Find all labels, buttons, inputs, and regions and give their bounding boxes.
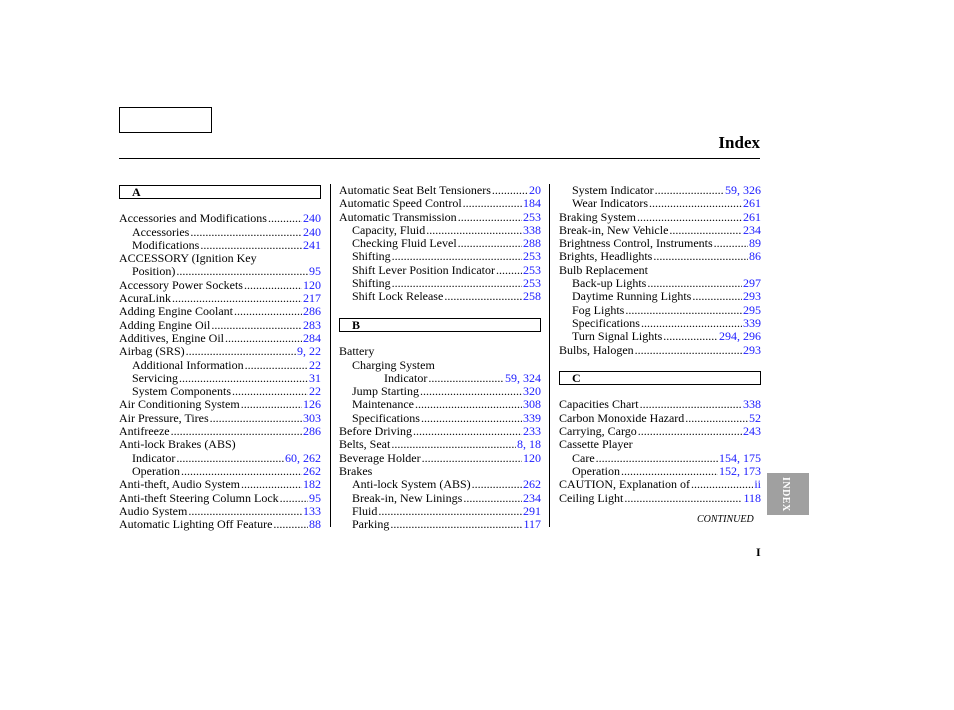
index-entry-term: Care <box>572 450 595 465</box>
page-reference-link[interactable]: 240 <box>303 211 321 226</box>
index-entry-term: Brakes <box>339 463 373 478</box>
page-reference-link[interactable]: 120 <box>303 277 321 292</box>
page-reference-link[interactable]: 293 <box>743 289 761 304</box>
dot-leader <box>669 224 742 237</box>
index-entry <box>119 492 321 505</box>
page-reference-link[interactable]: 31 <box>309 370 321 385</box>
index-entry <box>339 465 541 478</box>
dot-leader <box>176 265 308 278</box>
index-entry <box>559 250 761 263</box>
index-entry-term: Bulbs, Halogen <box>559 342 634 357</box>
index-entry <box>559 425 761 438</box>
page-reference-link[interactable]: 297 <box>743 276 761 291</box>
page-reference-link[interactable]: 303 <box>303 410 321 425</box>
dot-leader <box>641 317 742 330</box>
dot-leader <box>691 478 753 491</box>
index-entry-term: Break-in, New Vehicle <box>559 222 669 237</box>
index-entry <box>339 385 541 398</box>
index-entry-term: Anti-theft Steering Column Lock <box>119 490 279 505</box>
index-entry-term: Accessories <box>132 224 190 239</box>
dot-leader <box>211 319 302 332</box>
index-entry-term: Accessories and Modifications <box>119 211 267 226</box>
spacer <box>339 304 541 317</box>
dot-leader <box>188 505 302 518</box>
page-reference-link[interactable]: ii <box>754 477 761 492</box>
index-entry <box>339 478 541 491</box>
index-entry-term: Automatic Speed Control <box>339 196 462 211</box>
page-reference-link[interactable]: 339 <box>743 315 761 330</box>
page-reference-link[interactable]: 240 <box>303 224 321 239</box>
index-entry-term: Shifting <box>352 249 391 264</box>
dot-leader <box>625 304 742 317</box>
index-entry <box>119 505 321 518</box>
index-entry <box>119 239 321 252</box>
index-column-3 <box>559 184 761 505</box>
page-reference-link[interactable]: 262 <box>303 463 321 478</box>
spacer <box>559 357 761 370</box>
dot-leader <box>181 465 302 478</box>
index-entry-term: Checking Fluid Level <box>352 236 457 251</box>
index-entry-term: Maintenance <box>352 397 414 412</box>
index-entry <box>339 492 541 505</box>
dot-leader <box>210 412 302 425</box>
index-entry <box>559 197 761 210</box>
page-reference-link[interactable]: 22 <box>309 384 321 399</box>
index-entry <box>119 212 321 225</box>
index-entry-term: Air Pressure, Tires <box>119 410 209 425</box>
dot-leader <box>444 290 522 303</box>
page-reference-link[interactable]: 152, 173 <box>719 463 761 478</box>
index-entry <box>339 398 541 411</box>
index-entry <box>339 438 541 451</box>
continued-note: CONTINUED <box>697 514 754 525</box>
page-reference-link[interactable]: 22 <box>309 357 321 372</box>
index-entry-term: Back-up Lights <box>572 276 647 291</box>
index-entry-term: Cassette Player <box>559 437 633 452</box>
page-number: I <box>756 545 761 559</box>
index-entry-term: Jump Starting <box>352 384 420 399</box>
index-entry-term: Adding Engine Oil <box>119 317 211 332</box>
index-entry <box>559 438 761 451</box>
index-entry <box>559 224 761 237</box>
page-reference-link[interactable]: 8, 18 <box>517 437 541 452</box>
index-entry-term: Battery <box>339 344 375 359</box>
index-entry-term: Automatic Seat Belt Tensioners <box>339 183 491 197</box>
index-entry-term: Specifications <box>572 315 640 330</box>
index-entry-term: Antifreeze <box>119 424 170 439</box>
section-letter-header: A <box>119 185 321 199</box>
page-reference-link[interactable]: 339 <box>523 410 541 425</box>
index-entry-term: Air Conditioning System <box>119 397 240 412</box>
page-reference-link[interactable]: 184 <box>523 196 541 211</box>
section-letter-header: B <box>339 318 541 332</box>
index-entry-term: Brights, Headlights <box>559 249 653 264</box>
dot-leader <box>596 452 718 465</box>
index-entry-term: Automatic Transmission <box>339 209 457 224</box>
dot-leader <box>241 398 302 411</box>
index-entry <box>119 332 321 345</box>
index-entry <box>339 197 541 210</box>
dot-leader <box>420 385 522 398</box>
dot-leader <box>245 359 308 372</box>
page-reference-link[interactable]: 95 <box>309 264 321 279</box>
index-entry-term: Additional Information <box>132 357 244 372</box>
index-entry-term: Anti-theft, Audio System <box>119 477 240 492</box>
index-entry <box>559 211 761 224</box>
index-entry-term: Servicing <box>132 370 178 385</box>
page-reference-link[interactable]: 261 <box>743 196 761 211</box>
index-entry <box>339 505 541 518</box>
index-entry <box>339 425 541 438</box>
index-entry <box>119 319 321 332</box>
dot-leader <box>225 332 302 345</box>
blank-box <box>119 107 212 133</box>
section-letter-header: C <box>559 371 761 385</box>
dot-leader <box>463 197 522 210</box>
index-entry <box>559 465 761 478</box>
page-reference-link[interactable]: 286 <box>303 424 321 439</box>
dot-leader <box>663 330 718 343</box>
index-entry-term: Adding Engine Coolant <box>119 304 233 319</box>
index-entry-term: Indicator <box>132 450 176 465</box>
index-entry <box>119 518 321 531</box>
index-entry <box>559 412 761 425</box>
index-entry <box>119 372 321 385</box>
index-entry-term: Airbag (SRS) <box>119 344 185 359</box>
dot-leader <box>378 505 522 518</box>
page-reference-link[interactable]: 253 <box>523 276 541 291</box>
dot-leader <box>280 492 308 505</box>
index-entry-term: Shift Lock Release <box>352 289 444 304</box>
dot-leader <box>637 211 742 224</box>
index-entry <box>119 359 321 372</box>
dot-leader <box>244 279 302 292</box>
index-entry-term: Shift Lever Position Indicator <box>352 262 495 277</box>
page-reference-link[interactable]: 253 <box>523 209 541 224</box>
index-entry <box>339 277 541 290</box>
index-entry-term: Break-in, New Linings <box>352 490 463 505</box>
page-reference-link[interactable]: 59, 324 <box>505 370 541 385</box>
index-entry <box>339 224 541 237</box>
dot-leader <box>421 412 522 425</box>
dot-leader <box>492 184 528 197</box>
index-entry-term: Operation <box>572 463 620 478</box>
page-reference-link[interactable]: 253 <box>523 262 541 277</box>
index-entry-term: Anti-lock System (ABS) <box>352 477 471 492</box>
dot-leader <box>463 492 522 505</box>
spacer <box>339 332 541 345</box>
index-entry <box>339 184 541 197</box>
index-entry <box>559 264 761 277</box>
page-reference-link[interactable]: 59, 326 <box>725 183 761 197</box>
page-reference-link[interactable]: 117 <box>523 517 541 532</box>
dot-leader <box>428 372 504 385</box>
dot-leader <box>268 212 302 225</box>
page-reference-link[interactable]: 283 <box>303 317 321 332</box>
index-entry <box>559 478 761 491</box>
index-entry-term: Specifications <box>352 410 420 425</box>
dot-leader <box>624 492 742 505</box>
page-reference-link[interactable]: 88 <box>309 517 321 532</box>
dot-leader <box>685 412 748 425</box>
index-entry <box>119 305 321 318</box>
index-entry-term: Additives, Engine Oil <box>119 330 224 345</box>
page-reference-link[interactable]: 284 <box>303 330 321 345</box>
index-entry-term: Modifications <box>132 237 200 252</box>
header-rule <box>119 158 760 159</box>
page-reference-link[interactable]: 89 <box>749 236 761 251</box>
dot-leader <box>426 224 522 237</box>
index-entry-term: ACCESSORY (Ignition Key <box>119 251 257 266</box>
index-entry-term: Braking System <box>559 209 636 224</box>
index-entry-term: Accessory Power Sockets <box>119 277 243 292</box>
spacer <box>119 199 321 212</box>
index-entry <box>559 317 761 330</box>
page-reference-link[interactable]: 234 <box>523 490 541 505</box>
dot-leader <box>422 452 522 465</box>
dot-leader <box>232 385 308 398</box>
index-entry-term: CAUTION, Explanation of <box>559 477 690 492</box>
dot-leader <box>655 184 724 197</box>
page-reference-link[interactable]: 234 <box>743 222 761 237</box>
dot-leader <box>190 226 302 239</box>
dot-leader <box>635 344 742 357</box>
dot-leader <box>496 264 522 277</box>
dot-leader <box>234 305 302 318</box>
dot-leader <box>638 425 742 438</box>
index-entry <box>339 452 541 465</box>
dot-leader <box>640 398 742 411</box>
index-entry-term: Carbon Monoxide Hazard <box>559 410 685 425</box>
dot-leader <box>390 518 522 531</box>
page-reference-link[interactable]: 291 <box>523 503 541 518</box>
index-entry-term: Charging System <box>352 357 435 372</box>
index-entry-term: Turn Signal Lights <box>572 329 663 344</box>
index-entry <box>559 398 761 411</box>
index-entry <box>339 345 541 358</box>
index-entry <box>119 398 321 411</box>
page-reference-link[interactable]: 95 <box>309 490 321 505</box>
index-entry <box>119 292 321 305</box>
dot-leader <box>392 277 522 290</box>
page-reference-link[interactable]: 9, 22 <box>297 344 321 359</box>
dot-leader <box>172 292 302 305</box>
page-reference-link[interactable]: 241 <box>303 237 321 252</box>
page-reference-link[interactable]: 86 <box>749 249 761 264</box>
index-entry-term: Daytime Running Lights <box>572 289 692 304</box>
index-entry-term: Fog Lights <box>572 302 625 317</box>
dot-leader <box>415 398 522 411</box>
dot-leader <box>176 452 284 465</box>
index-entry <box>559 492 761 505</box>
index-entry <box>559 304 761 317</box>
index-entry <box>339 264 541 277</box>
index-entry <box>119 438 321 451</box>
index-entry <box>339 290 541 303</box>
index-entry <box>119 279 321 292</box>
dot-leader <box>649 197 742 210</box>
dot-leader <box>392 250 522 263</box>
dot-leader <box>179 372 308 385</box>
column-divider <box>330 184 331 527</box>
index-entry <box>119 478 321 491</box>
page-reference-link[interactable]: 182 <box>303 477 321 492</box>
dot-leader <box>653 250 748 263</box>
index-entry <box>559 277 761 290</box>
index-entry <box>339 359 541 372</box>
dot-leader <box>621 465 718 478</box>
page-reference-link[interactable]: 320 <box>523 384 541 399</box>
index-entry <box>119 265 321 278</box>
dot-leader <box>458 237 522 250</box>
page-reference-link[interactable]: 338 <box>743 397 761 412</box>
index-entry <box>559 237 761 250</box>
page-reference-link[interactable]: 217 <box>303 291 321 306</box>
index-entry <box>119 412 321 425</box>
index-entry <box>119 452 321 465</box>
page-reference-link[interactable]: 258 <box>523 289 541 304</box>
dot-leader <box>391 438 516 451</box>
page-reference-link[interactable]: 126 <box>303 397 321 412</box>
page-reference-link[interactable]: 118 <box>743 490 761 505</box>
dot-leader <box>241 478 302 491</box>
index-column-2 <box>339 184 541 531</box>
page-reference-link[interactable]: 120 <box>523 450 541 465</box>
index-entry-term: AcuraLink <box>119 291 171 306</box>
index-entry <box>339 372 541 385</box>
dot-leader <box>273 518 308 531</box>
page-reference-link[interactable]: 288 <box>523 236 541 251</box>
index-entry-term: Capacities Chart <box>559 397 639 412</box>
dot-leader <box>413 425 522 438</box>
page-reference-link[interactable]: 233 <box>523 424 541 439</box>
index-entry <box>119 252 321 265</box>
index-entry-term: Fluid <box>352 503 378 518</box>
page-reference-link[interactable]: 338 <box>523 222 541 237</box>
page-reference-link[interactable]: 243 <box>743 424 761 439</box>
page-reference-link[interactable]: 261 <box>743 209 761 224</box>
page-reference-link[interactable]: 60, 262 <box>285 450 321 465</box>
page-title: Index <box>718 133 760 152</box>
index-entry <box>559 330 761 343</box>
index-entry <box>559 344 761 357</box>
dot-leader <box>200 239 302 252</box>
page-reference-link[interactable]: 52 <box>749 410 761 425</box>
index-entry <box>339 237 541 250</box>
index-entry <box>559 290 761 303</box>
page-reference-link[interactable]: 20 <box>529 183 541 197</box>
dot-leader <box>171 425 302 438</box>
dot-leader <box>647 277 742 290</box>
index-entry-term: Belts, Seat <box>339 437 391 452</box>
dot-leader <box>714 237 748 250</box>
index-entry <box>119 385 321 398</box>
index-entry <box>119 226 321 239</box>
spacer <box>559 385 761 398</box>
page-reference-link[interactable]: 262 <box>523 477 541 492</box>
index-entry <box>339 250 541 263</box>
index-entry-term: Position) <box>132 264 176 279</box>
index-entry-term: Automatic Lighting Off Feature <box>119 517 273 532</box>
index-column-1 <box>119 184 321 531</box>
index-entry-term: Wear Indicators <box>572 196 648 211</box>
page-reference-link[interactable]: 294, 296 <box>719 329 761 344</box>
index-entry <box>339 518 541 531</box>
index-entry <box>119 345 321 358</box>
index-entry-term: Bulb Replacement <box>559 262 648 277</box>
index-entry-term: Shifting <box>352 276 391 291</box>
dot-leader <box>692 290 742 303</box>
page-reference-link[interactable]: 286 <box>303 304 321 319</box>
page-reference-link[interactable]: 253 <box>523 249 541 264</box>
index-entry <box>339 211 541 224</box>
index-entry-term: Capacity, Fluid <box>352 222 426 237</box>
page-reference-link[interactable]: 293 <box>743 342 761 357</box>
dot-leader <box>186 345 296 358</box>
index-side-tab-label: INDEX <box>780 477 791 512</box>
index-entry-term: Before Driving <box>339 424 412 439</box>
index-entry-term: System Indicator <box>572 183 654 197</box>
index-entry <box>119 425 321 438</box>
index-entry <box>559 452 761 465</box>
index-entry-term: Indicator <box>384 370 428 385</box>
index-entry <box>339 412 541 425</box>
index-entry <box>119 465 321 478</box>
page-reference-link[interactable]: 308 <box>523 397 541 412</box>
index-entry-term: Beverage Holder <box>339 450 421 465</box>
dot-leader <box>458 211 522 224</box>
dot-leader <box>472 478 522 491</box>
index-entry <box>559 184 761 197</box>
index-entry-term: System Components <box>132 384 232 399</box>
index-entry-term: Anti-lock Brakes (ABS) <box>119 437 236 452</box>
index-entry-term: Ceiling Light <box>559 490 624 505</box>
page-reference-link[interactable]: 295 <box>743 302 761 317</box>
index-entry-term: Parking <box>352 517 390 532</box>
index-entry-term: Audio System <box>119 503 188 518</box>
index-entry-term: Carrying, Cargo <box>559 424 637 439</box>
page-reference-link[interactable]: 154, 175 <box>719 450 761 465</box>
index-entry-term: Brightness Control, Instruments <box>559 236 713 251</box>
column-divider <box>549 184 550 527</box>
index-entry-term: Operation <box>132 463 180 478</box>
page-reference-link[interactable]: 133 <box>303 503 321 518</box>
